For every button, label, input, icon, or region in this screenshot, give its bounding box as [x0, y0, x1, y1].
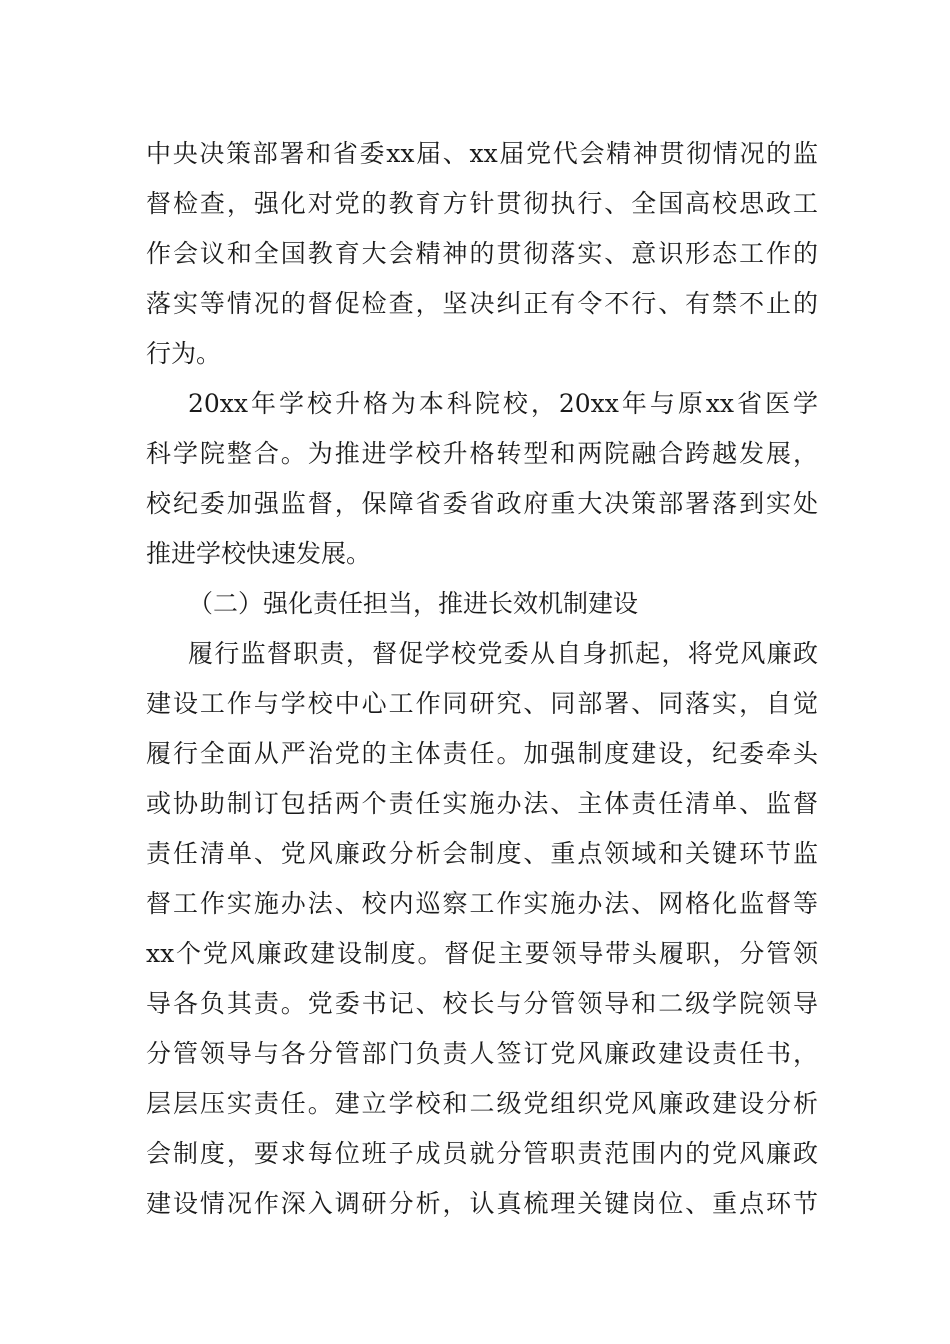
text-line-3: 作会议和全国教育大会精神的贯彻落实、意识形态工作的 [146, 239, 818, 268]
text-line-20: 层层压实责任。建立学校和二级党组织党风廉政建设分析 [146, 1089, 818, 1118]
text-line-15: 责任清单、党风廉政分析会制度、重点领域和关键环节监 [146, 839, 818, 868]
text-line-6: 20xx年学校升格为本科院校，20xx年与原xx省医学 [188, 389, 818, 418]
text-line-8: 校纪委加强监督，保障省委省政府重大决策部署落到实处 [146, 489, 818, 518]
text-line-21: 会制度，要求每位班子成员就分管职责范围内的党风廉政 [146, 1139, 818, 1168]
section-heading: （二）强化责任担当，推进长效机制建设 [188, 589, 639, 618]
text-line-18: 导各负其责。党委书记、校长与分管领导和二级学院领导 [146, 989, 818, 1018]
text-line-2: 督检查，强化对党的教育方针贯彻执行、全国高校思政工 [146, 189, 818, 218]
text-line-17: xx个党风廉政建设制度。督促主要领导带头履职，分管领 [146, 939, 818, 968]
text-line-19: 分管领导与各分管部门负责人签订党风廉政建设责任书， [146, 1039, 818, 1068]
text-line-13: 履行全面从严治党的主体责任。加强制度建设，纪委牵头 [146, 739, 818, 768]
text-line-9: 推进学校快速发展。 [146, 539, 372, 568]
text-line-4: 落实等情况的督促检查，坚决纠正有令不行、有禁不止的 [146, 289, 818, 318]
text-line-12: 建设工作与学校中心工作同研究、同部署、同落实，自觉 [146, 689, 818, 718]
text-line-1: 中央决策部署和省委xx届、xx届党代会精神贯彻情况的监 [146, 139, 818, 168]
text-line-5: 行为。 [146, 339, 222, 368]
text-line-16: 督工作实施办法、校内巡察工作实施办法、网格化监督等 [146, 889, 818, 918]
text-line-22: 建设情况作深入调研分析，认真梳理关键岗位、重点环节 [146, 1189, 818, 1218]
text-line-7: 科学院整合。为推进学校升格转型和两院融合跨越发展， [146, 439, 818, 468]
text-line-11: 履行监督职责，督促学校党委从自身抓起，将党风廉政 [188, 639, 818, 668]
text-line-14: 或协助制订包括两个责任实施办法、主体责任清单、监督 [146, 789, 818, 818]
